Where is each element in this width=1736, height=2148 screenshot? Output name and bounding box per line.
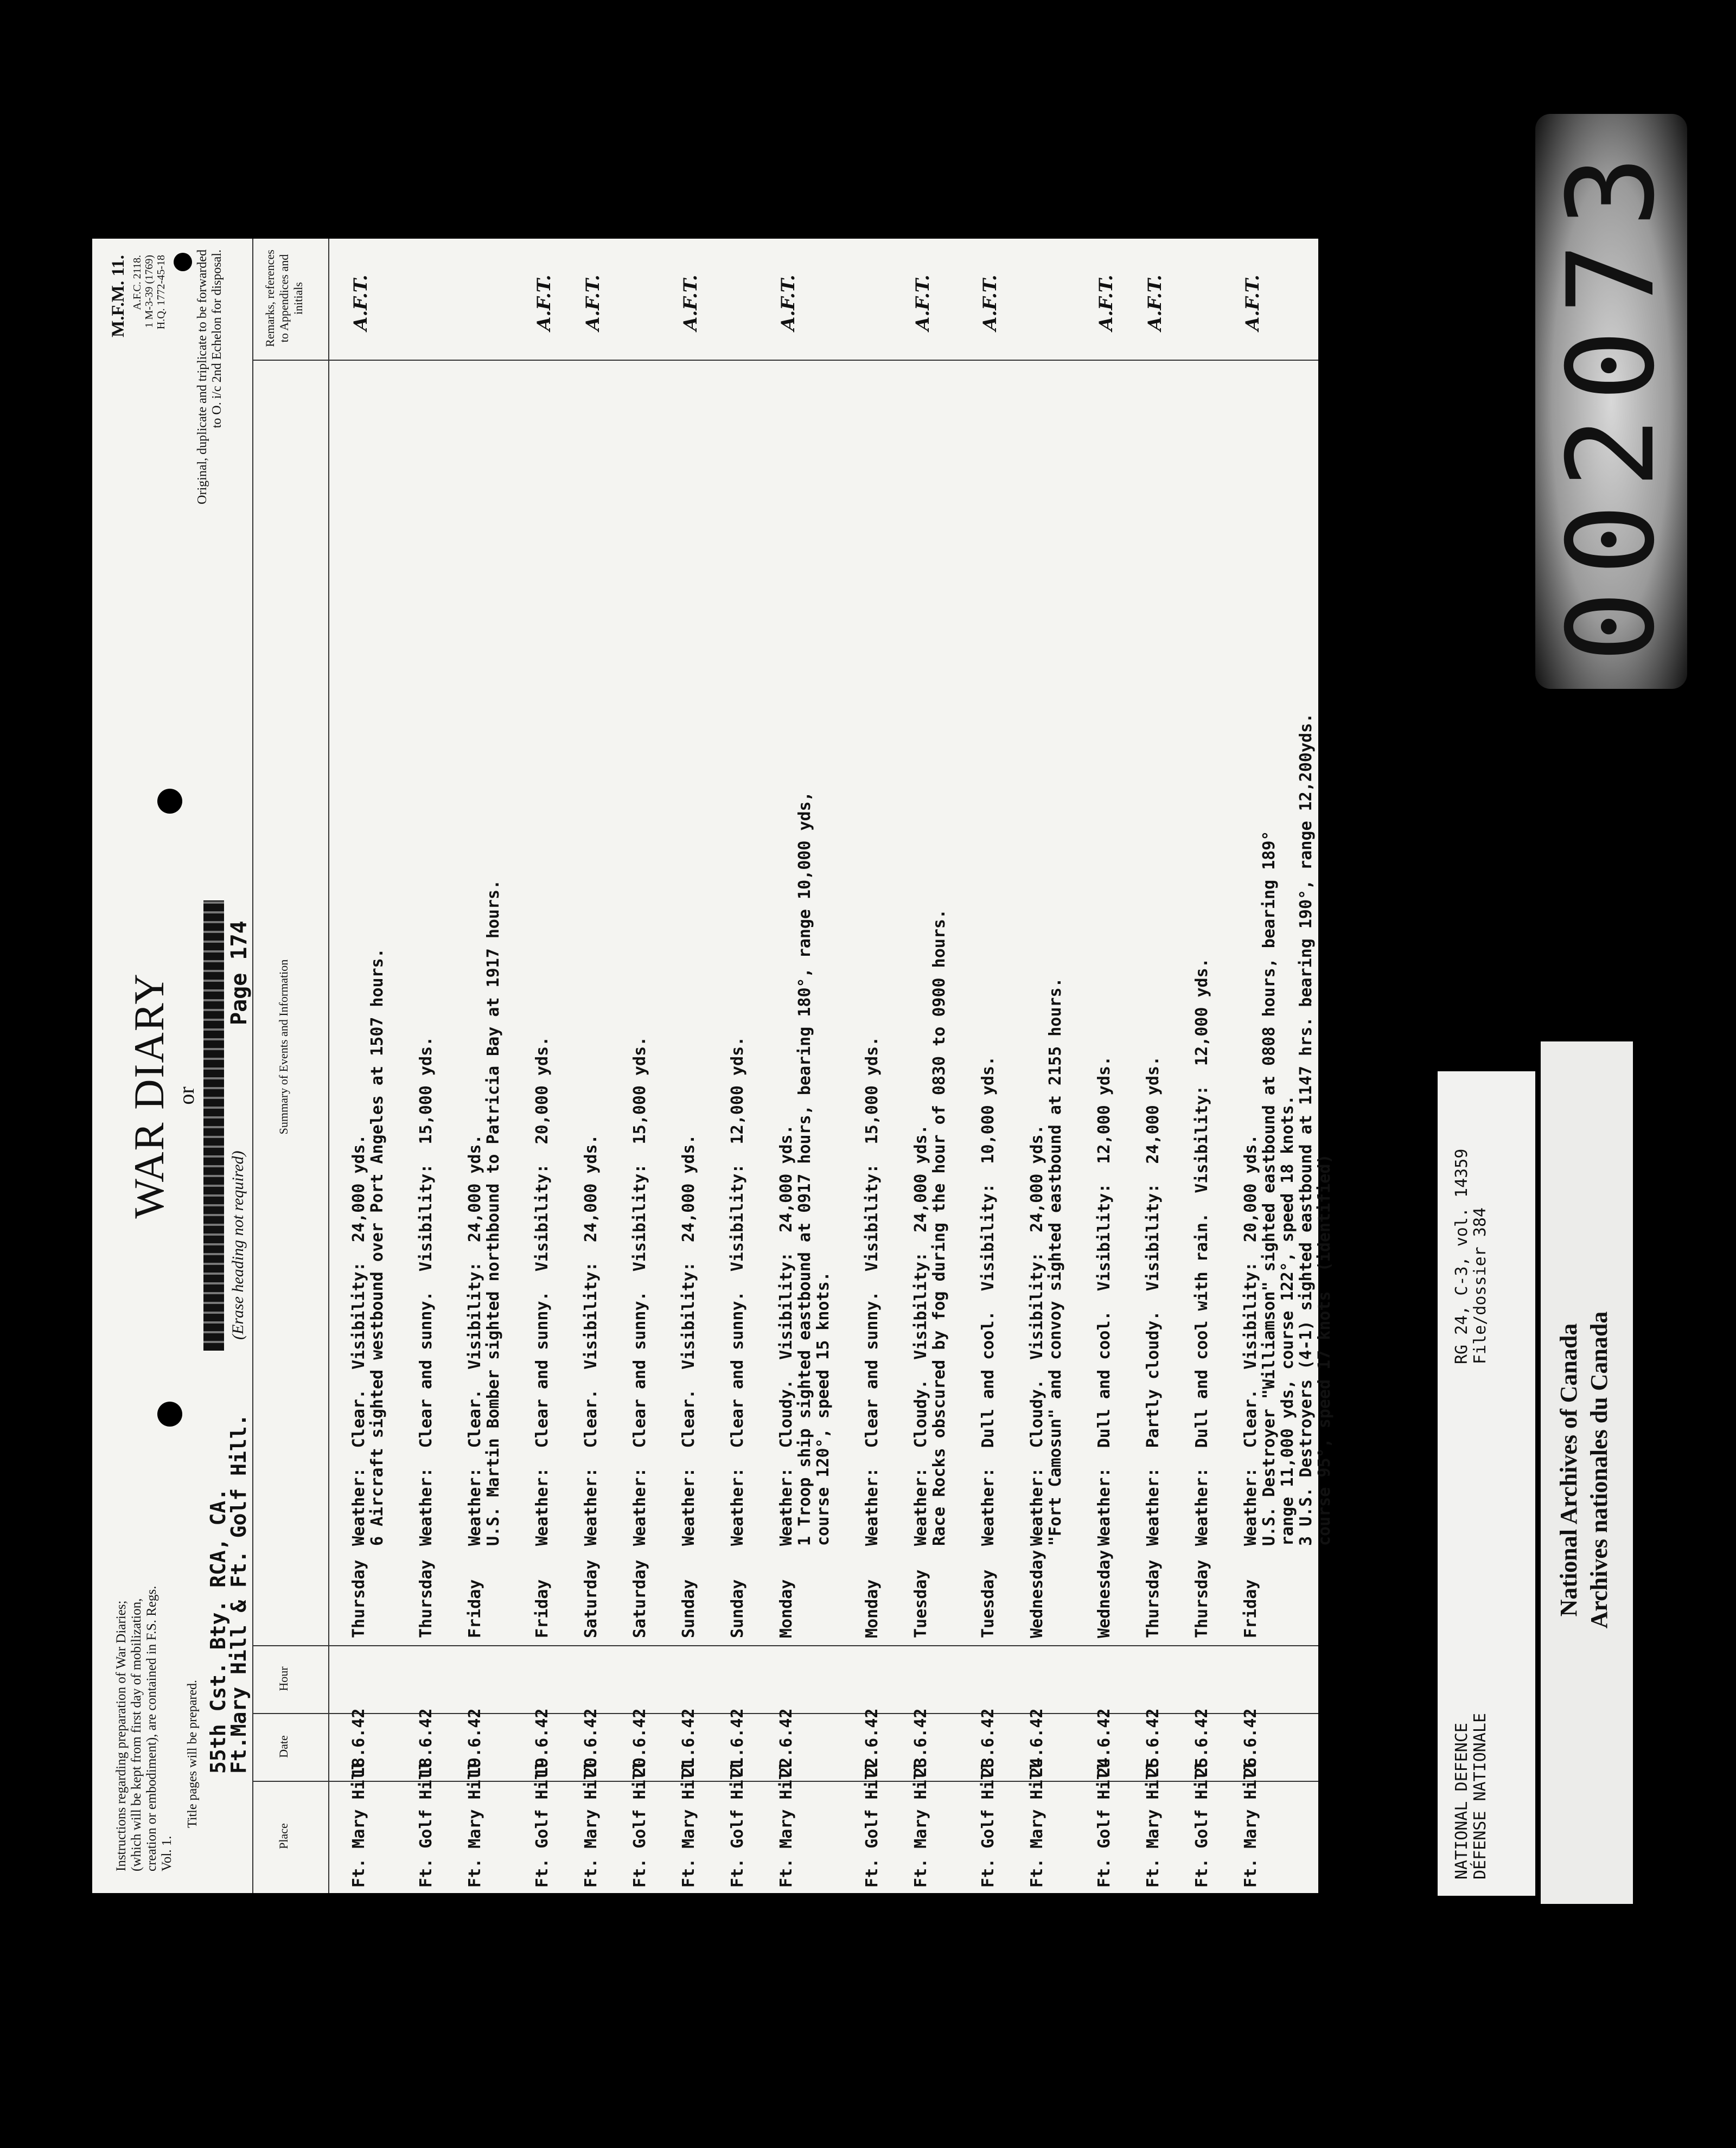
form-ref-2: 1 M-3-39 (1769) (143, 255, 155, 328)
entry-summary: Weather: Cloudy. Visibility: 24,000 yds. Race Rocks obscured by fog during the hour of 0830 to 0900 hours. (911, 909, 949, 1546)
entry-day: Saturday (630, 1559, 649, 1638)
entry-place: Ft. Mary Hill (1027, 1760, 1046, 1888)
entry-date: 23.6.42 (979, 1708, 998, 1777)
entry-date: 22.6.42 (863, 1708, 882, 1777)
form-id: M.F.M. 11. (108, 255, 128, 337)
entry-summary: Weather: Partly cloudy. Visibility: 24,000 yds. (1144, 1056, 1163, 1546)
column-header-hour: Hour (277, 1666, 290, 1691)
archives-name-en: National Archives of Canada (1555, 1323, 1582, 1617)
entry-date: 25.6.42 (1192, 1708, 1211, 1777)
entry-place: Ft. Golf Hill (1192, 1760, 1211, 1888)
entry-date: 18.6.42 (349, 1708, 368, 1777)
erase-note: (Erase heading not required) (229, 1150, 247, 1340)
archives-name-fr: Archives nationales du Canada (1586, 1311, 1612, 1629)
form-references (131, 255, 167, 439)
entry-initials: A.F.T. (680, 274, 701, 331)
entry-summary: Weather: Clear. Visibility: 20,000 yds. U.S. Destroyer "Williamson" sighted eastbound at 0808 hours, bearing 189° range 11,000 yds, course 122°, speed 18 knots. 3 U.S. Destroyers (4-1) sighted eastbound at 1147 hrs. bearing 190°, range 12,200yds. course 95°, speed 17 knots (identified) (1241, 713, 1334, 1546)
entry-date: 25.6.42 (1144, 1708, 1163, 1777)
entry-day: Thursday (417, 1559, 436, 1638)
entry-day: Sunday (679, 1579, 698, 1638)
entry-initials: A.F.T. (1242, 274, 1263, 331)
column-header-date: Date (277, 1735, 290, 1758)
entry-summary: Weather: Clear. Visibility: 24,000 yds. U.S. Martin Bomber sighted northbound to Patricia Bay at 1917 hours. (465, 879, 503, 1546)
dept-name-fr: DÉFENSE NATIONALE (1471, 1712, 1490, 1880)
entry-initials: A.F.T. (582, 274, 604, 331)
entry-date: 26.6.42 (1241, 1708, 1260, 1777)
column-divider (252, 360, 1318, 361)
entry-place: Ft. Mary Hill (679, 1760, 698, 1888)
entry-day: Tuesday (979, 1569, 998, 1638)
entry-date: 24.6.42 (1095, 1708, 1114, 1777)
entry-day: Tuesday (911, 1569, 930, 1638)
entry-day: Thursday (349, 1559, 368, 1638)
entry-summary: Weather: Cloudy. Visibility: 24,000 yds. 1 Troop ship sighted eastbound at 0917 hours, bearing 180°, range 10,000 yds, course 120°, speed 15 knots. (777, 791, 833, 1546)
dept-name-en: NATIONAL DEFENCE (1452, 1723, 1471, 1880)
erased-heading (203, 900, 224, 1351)
entry-summary: Weather: Clear and sunny. Visibility: 15,000 yds. (630, 1036, 649, 1546)
frame-number-plate (1535, 114, 1687, 689)
unit-location: Ft.Mary Hill & Ft. Golf Hill. (227, 1414, 251, 1774)
entry-summary: Weather: Cloudy. Visibility: 24,000 yds. "Fort Camosun" and convoy sighted eastbound at 2155 hours. (1027, 977, 1065, 1546)
entry-day: Saturday (582, 1559, 601, 1638)
entry-date: 21.6.42 (679, 1708, 698, 1777)
form-ref-1: A.F.C. 2118. (131, 255, 143, 310)
forwarding-note (195, 250, 225, 673)
entry-place: Ft. Golf Hill (863, 1760, 882, 1888)
entry-day: Wednesday (1027, 1550, 1046, 1638)
entry-initials: A.F.T. (979, 274, 1001, 331)
entry-day: Friday (1241, 1579, 1260, 1638)
entry-place: Ft. Golf Hill (1095, 1760, 1114, 1888)
entry-summary: Weather: Clear and sunny. Visibility: 12,000 yds. (728, 1036, 747, 1546)
instructions-text: Instructions regarding preparation of War Diaries; (which will be kept from first day of mobilization, creation or embodiment), are contained in F.S. Regs. Vol. 1. (114, 1586, 174, 1871)
entry-place: Ft. Mary Hill (582, 1760, 601, 1888)
entry-date: 21.6.42 (728, 1708, 747, 1777)
entry-place: Ft. Golf Hill (728, 1760, 747, 1888)
war-diary-form (92, 239, 1334, 1893)
national-archives-label (1541, 1041, 1633, 1904)
entry-place: Ft. Mary Hill (465, 1760, 484, 1888)
punch-hole (157, 1402, 182, 1427)
entry-initials: A.F.T. (912, 274, 934, 331)
entry-summary: Weather: Dull and cool. Visibility: 12,000 yds. (1095, 1056, 1114, 1546)
file-ref: File/dossier 384 (1471, 1207, 1490, 1364)
entry-summary: Weather: Clear. Visibility: 24,000 yds. 6 Aircraft sighted westbound over Port Angeles at 1507 hours. (349, 948, 387, 1546)
entry-place: Ft. Mary Hill (1241, 1760, 1260, 1888)
entry-initials: A.F.T. (533, 274, 555, 331)
title-pages-note: Title pages will be prepared. (186, 1679, 200, 1828)
entry-initials: A.F.T. (350, 274, 372, 331)
entry-date: 20.6.42 (582, 1708, 601, 1777)
entry-summary: Weather: Dull and cool with rain. Visibility: 12,000 yds. (1192, 958, 1211, 1546)
unit-name: 55th Cst. Bty. RCA, CA. (206, 1488, 230, 1774)
punch-hole (174, 253, 192, 271)
entry-day: Monday (777, 1579, 796, 1638)
entry-place: Ft. Mary Hill (777, 1760, 796, 1888)
national-defence-label (1438, 1071, 1535, 1896)
entry-date: 24.6.42 (1027, 1708, 1046, 1777)
column-divider (252, 1645, 1318, 1646)
entry-date: 22.6.42 (777, 1708, 796, 1777)
entry-summary: Weather: Dull and cool. Visibility: 10,000 yds. (979, 1056, 998, 1546)
record-group-ref: RG 24, C-3, vol. 14359 (1452, 1148, 1471, 1364)
entry-day: Thursday (1144, 1559, 1163, 1638)
entry-summary: Weather: Clear and sunny. Visibility: 15,000 yds. (417, 1036, 436, 1546)
forwarding-note-line-2: to O. i/c 2nd Echelon for disposal. (210, 250, 224, 429)
punch-hole (157, 789, 182, 814)
entry-place: Ft. Mary Hill (1144, 1760, 1163, 1888)
entry-summary: Weather: Clear. Visibility: 24,000 yds. (582, 1134, 601, 1546)
entry-place: Ft. Golf Hill (979, 1760, 998, 1888)
entry-summary: Weather: Clear. Visibility: 24,000 yds. (679, 1134, 698, 1546)
form-ref-3: H.Q. 1772-45-18 (155, 255, 167, 330)
entry-initials: A.F.T. (1095, 274, 1117, 331)
entry-place: Ft. Golf Hill (630, 1760, 649, 1888)
entry-summary: Weather: Clear and sunny. Visibility: 20,000 yds. (533, 1036, 552, 1546)
page-number: Page 174 (227, 920, 252, 1025)
entry-date: 19.6.42 (533, 1708, 552, 1777)
or-label: or (174, 1086, 199, 1105)
entry-initials: A.F.T. (777, 274, 799, 331)
frame-number: 002073 (1542, 140, 1681, 663)
column-header-remarks: Remarks, references to Appendices and initials (263, 250, 305, 347)
entry-day: Friday (533, 1579, 552, 1638)
document-title: WAR DIARY (125, 973, 173, 1219)
entry-place: Ft. Mary Hill (911, 1760, 930, 1888)
entry-date: 18.6.42 (417, 1708, 436, 1777)
entry-initials: A.F.T. (1144, 274, 1166, 331)
entry-place: Ft. Golf Hill (533, 1760, 552, 1888)
entry-date: 19.6.42 (465, 1708, 484, 1777)
entry-date: 23.6.42 (911, 1708, 930, 1777)
entry-date: 20.6.42 (630, 1708, 649, 1777)
entry-place: Ft. Mary Hill (349, 1760, 368, 1888)
war-diary-sheet (92, 239, 1334, 1893)
entry-day: Sunday (728, 1579, 747, 1638)
entry-day: Monday (863, 1579, 882, 1638)
entry-day: Friday (465, 1579, 484, 1638)
entry-day: Thursday (1192, 1559, 1211, 1638)
column-header-summary: Summary of Events and Information (277, 959, 290, 1135)
column-header-place: Place (277, 1823, 290, 1849)
entry-summary: Weather: Clear and sunny. Visibility: 15,000 yds. (863, 1036, 882, 1546)
entry-day: Wednesday (1095, 1550, 1114, 1638)
entry-place: Ft. Golf Hill (417, 1760, 436, 1888)
forwarding-note-line-1: Original, duplicate and triplicate to be forwarded (195, 250, 209, 504)
